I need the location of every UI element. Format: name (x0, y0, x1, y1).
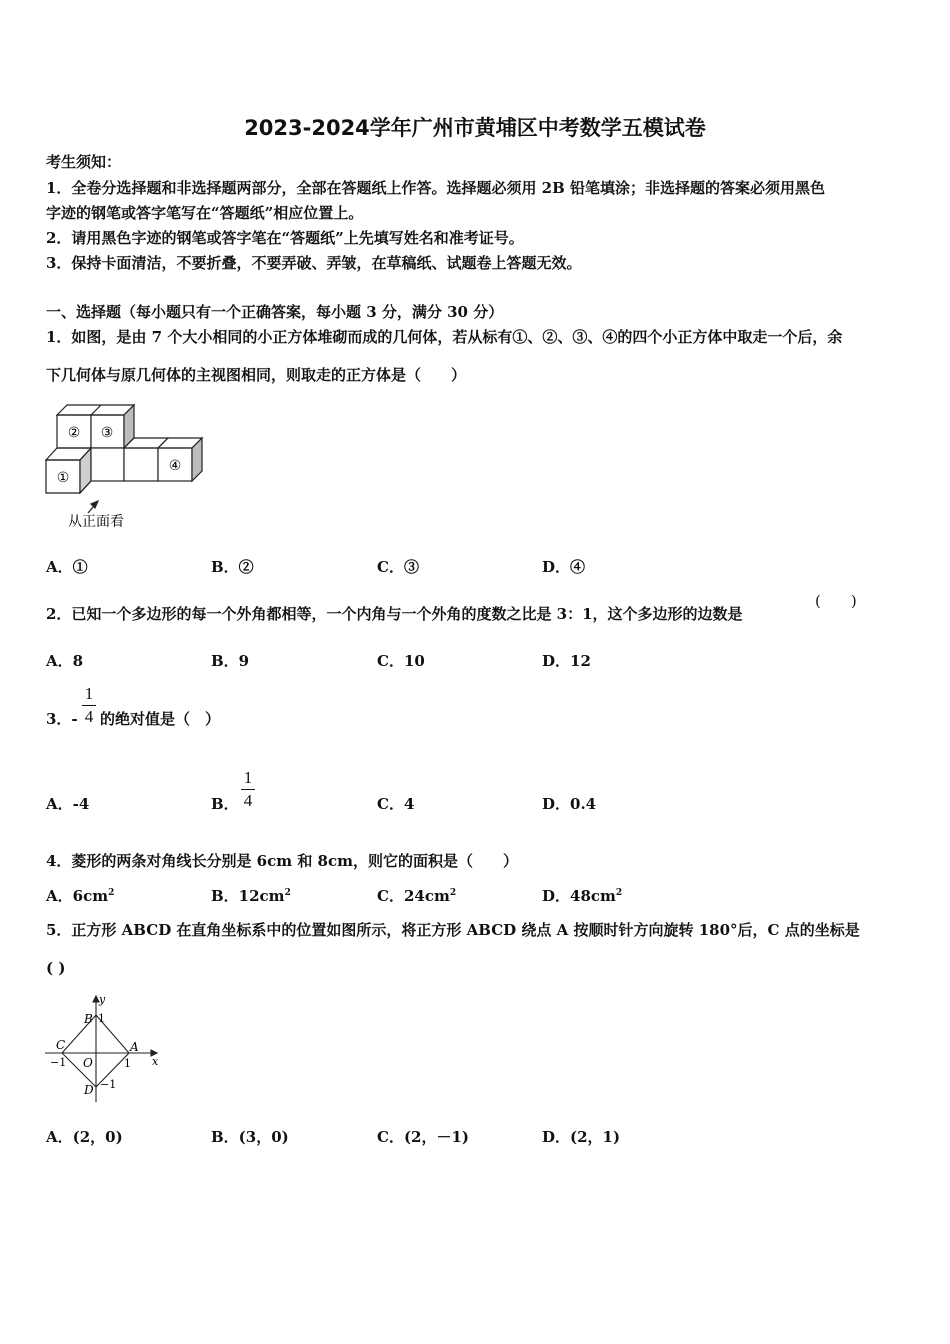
q3-numerator: 1 (84, 684, 94, 703)
q1-cube-figure (40, 400, 220, 535)
q3-option-b[interactable]: B． (211, 795, 239, 813)
q5-option-c[interactable]: C．(2，－1) (377, 1128, 470, 1146)
q5-option-a[interactable]: A．(2，0) (46, 1128, 123, 1146)
q3-fraction (82, 685, 96, 726)
q2-stem: 2．已知一个多边形的每一个外角都相等，一个内角与一个外角的度数之比是 3：1，这个多边形的边数是 (46, 605, 743, 623)
q1-option-a[interactable]: A．① (46, 558, 88, 576)
q1-stem-line2: 下几何体与原几何体的主视图相同，则取走的正方体是（ ） (46, 366, 467, 384)
q3-option-b-numerator: 1 (243, 768, 253, 787)
q1-option-c[interactable]: C．③ (377, 558, 419, 576)
tick-one-top: 1 (98, 1012, 105, 1025)
q4-option-c[interactable]: C．$24cm^2$ (377, 887, 457, 905)
q3-option-c[interactable]: C．4 (377, 795, 415, 813)
q3-prefix: 3．- (46, 710, 78, 728)
notice-line-4: 3．保持卡面清洁，不要折叠，不要弄破、弄皱，在草稿纸、试题卷上答题无效。 (46, 254, 582, 272)
q2-option-a[interactable]: A．8 (46, 652, 84, 670)
origin-label: O (83, 1056, 93, 1070)
q2-option-d[interactable]: D．12 (542, 652, 591, 670)
q1-option-b[interactable]: B．② (211, 558, 254, 576)
tick-neg-one-bottom: −1 (100, 1078, 117, 1091)
q2-option-b[interactable]: B．9 (211, 652, 250, 670)
q2-option-c[interactable]: C．10 (377, 652, 425, 670)
cube-label-4: ④ (168, 458, 182, 474)
q5-stem-line2: ( ) (46, 959, 66, 977)
q4-option-d[interactable]: D．$48cm^2$ (542, 887, 623, 905)
q5-option-d[interactable]: D．(2，1) (542, 1128, 621, 1146)
point-c-label: C (56, 1038, 66, 1052)
front-view-caption: 从正面看 (68, 514, 124, 530)
q3-option-a[interactable]: A．-4 (46, 795, 90, 813)
tick-one-right: 1 (124, 1057, 131, 1070)
cube-label-1: ① (56, 470, 70, 486)
page-title: 2023-2024学年广州市黄埔区中考数学五模试卷 (244, 116, 706, 140)
q1-option-d[interactable]: D．④ (542, 558, 586, 576)
cube-label-3: ③ (100, 425, 114, 441)
point-d-label: D (84, 1083, 94, 1097)
cube-label-2: ② (67, 425, 81, 441)
notice-heading: 考生须知： (46, 153, 122, 171)
q3-option-b-fraction (241, 769, 255, 810)
tick-neg-one-left: −1 (50, 1056, 67, 1069)
y-axis-label: y (99, 993, 106, 1006)
point-a-label: A (130, 1040, 139, 1054)
q5-option-b[interactable]: B．(3，0) (211, 1128, 289, 1146)
x-axis-label: x (152, 1055, 159, 1068)
notice-line-1: 1．全卷分选择题和非选择题两部分，全部在答题纸上作答。选择题必须用 2B 铅笔填涂；非选择题的答案必须用黑色 (46, 179, 826, 197)
notice-line-2: 字迹的钢笔或答字笔写在“答题纸”相应位置上。 (46, 204, 364, 222)
q3-option-b-denominator: 4 (243, 791, 253, 810)
point-b-label: B (84, 1012, 93, 1026)
q4-option-a[interactable]: A．$6cm^2$ (46, 887, 115, 905)
section-heading: 一、选择题（每小题只有一个正确答案，每小题 3 分，满分 30 分） (46, 303, 504, 321)
q5-stem-line1: 5．正方形 ABCD 在直角坐标系中的位置如图所示，将正方形 ABCD 绕点 A 按顺时针方向旋转 180°后，C 点的坐标是 (46, 921, 860, 939)
q3-denominator: 4 (84, 707, 94, 726)
q4-stem: 4．菱形的两条对角线长分别是 6cm 和 8cm，则它的面积是（ ） (46, 852, 518, 870)
notice-line-3: 2．请用黑色字迹的钢笔或答字笔在“答题纸”上先填写姓名和准考证号。 (46, 229, 524, 247)
q3-option-d[interactable]: D．0.4 (542, 795, 597, 813)
q4-option-b[interactable]: B．$12cm^2$ (211, 887, 291, 905)
q3-suffix: 的绝对值是（ ） (100, 710, 221, 728)
q2-answer-paren: ( ) (815, 592, 857, 610)
q1-stem-line1: 1．如图，是由 7 个大小相同的小正方体堆砌而成的几何体，若从标有①、②、③、④的四个小正方体中取走一个后，余 (46, 328, 843, 346)
q5-coordinate-figure (40, 990, 170, 1105)
